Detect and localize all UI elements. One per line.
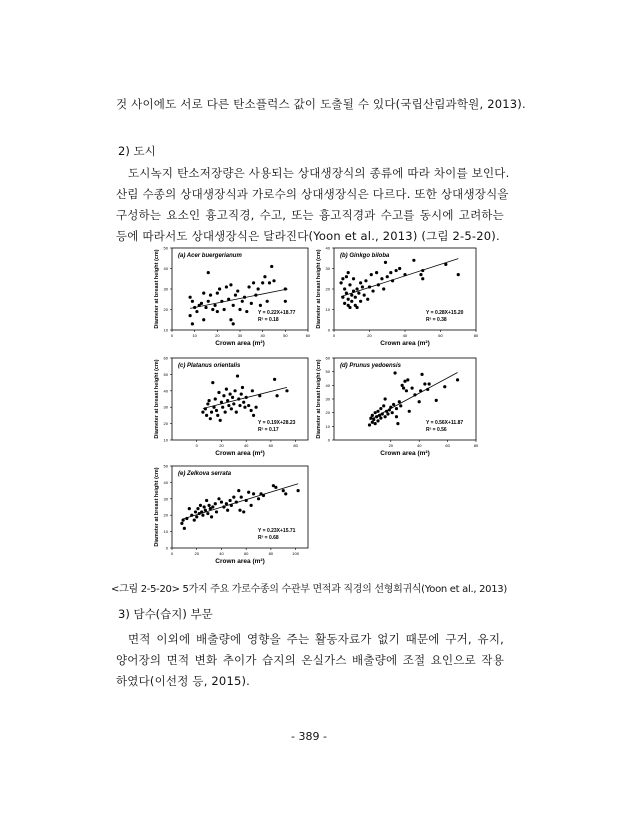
data-point xyxy=(235,411,238,414)
data-point xyxy=(251,389,254,392)
y-tick-label: 30 xyxy=(163,286,168,292)
data-point xyxy=(282,489,285,492)
regression-equation: Y = 0.23X+15.71 xyxy=(258,528,296,534)
data-point xyxy=(421,277,424,280)
y-axis-label: Diameter at breast height (cm) xyxy=(154,359,160,439)
data-point xyxy=(379,417,382,420)
data-point xyxy=(216,310,219,313)
regression-equation: Y = 0.28X+15.20 xyxy=(426,310,464,316)
data-point xyxy=(195,515,198,518)
data-point xyxy=(395,407,398,410)
data-point xyxy=(205,414,208,417)
data-point xyxy=(214,397,217,400)
data-point xyxy=(408,410,411,413)
x-tick-label: 30 xyxy=(237,333,243,338)
data-point xyxy=(398,267,401,270)
data-point xyxy=(423,382,426,385)
data-point xyxy=(350,300,353,303)
data-point xyxy=(196,507,199,510)
data-point xyxy=(411,386,414,389)
data-point xyxy=(232,322,235,325)
y-axis-label: Diameter at breast height (cm) xyxy=(154,467,160,547)
x-tick-label: 0 xyxy=(170,551,174,556)
regression-equation: Y = 0.22X+18.77 xyxy=(258,310,296,316)
x-tick-label: 50 xyxy=(283,333,288,338)
data-point xyxy=(240,496,243,499)
x-tick-label: 0 xyxy=(195,443,198,448)
data-point xyxy=(223,308,226,311)
data-point xyxy=(252,281,255,284)
data-point xyxy=(211,505,214,508)
data-point xyxy=(393,371,396,374)
plot-frame xyxy=(172,248,308,330)
panel-title: (d) Prunus yedoensis xyxy=(340,363,402,369)
data-point xyxy=(211,381,214,384)
y-tick-label: 40 xyxy=(325,382,330,388)
y-tick-label: 60 xyxy=(325,355,330,361)
y-tick-label: 0 xyxy=(165,545,168,551)
data-point xyxy=(216,414,219,417)
data-point xyxy=(189,296,192,299)
data-point xyxy=(242,401,245,404)
data-point xyxy=(233,389,236,392)
plot-frame xyxy=(172,466,308,548)
y-tick-label: 20 xyxy=(163,421,168,427)
section-heading-urban: 2) 도시 xyxy=(118,144,156,158)
data-point xyxy=(240,392,243,395)
data-point xyxy=(428,382,431,385)
data-point xyxy=(259,304,262,307)
data-point xyxy=(350,294,353,297)
data-point xyxy=(201,514,204,517)
data-point xyxy=(224,411,227,414)
paragraph-line: 하였다(이선정 등, 2015). xyxy=(116,674,251,688)
data-point xyxy=(359,300,362,303)
paragraph-line: 도시녹지 탄소저장량은 사용되는 상대생장식의 종류에 따라 차이를 보인다. xyxy=(128,166,510,180)
data-point xyxy=(189,314,192,317)
data-point xyxy=(204,306,207,309)
data-point xyxy=(236,289,239,292)
data-point xyxy=(371,421,374,424)
data-point xyxy=(384,261,387,264)
data-point xyxy=(405,389,408,392)
y-tick-label: 10 xyxy=(163,529,168,535)
data-point xyxy=(347,298,350,301)
data-point xyxy=(374,422,377,425)
data-point xyxy=(261,281,264,284)
y-tick-label: 30 xyxy=(163,404,168,410)
y-tick-label: 20 xyxy=(325,286,330,292)
paragraph-line: 등에 따라서도 상대생장식은 달라진다(Yoon et al., 2013) (그림 2-5-20). xyxy=(116,229,500,243)
x-tick-label: 80 xyxy=(473,333,479,338)
data-point xyxy=(207,399,210,402)
data-point xyxy=(229,499,232,502)
data-point xyxy=(357,292,360,295)
x-tick-label: 20 xyxy=(219,443,224,448)
y-tick-label: 20 xyxy=(325,410,330,416)
data-point xyxy=(206,402,209,405)
data-point xyxy=(252,414,255,417)
data-point xyxy=(403,380,406,383)
y-tick-label: 10 xyxy=(163,327,168,333)
panel-title: (c) Platanus orientalis xyxy=(178,363,241,369)
regression-line xyxy=(182,484,298,519)
data-point xyxy=(217,497,220,500)
data-point xyxy=(343,302,346,305)
data-point xyxy=(266,300,269,303)
r-squared: R² = 0.56 xyxy=(426,427,447,433)
y-tick-label: 30 xyxy=(163,496,168,502)
data-point xyxy=(340,281,343,284)
x-tick-label: 60 xyxy=(268,443,274,448)
data-point xyxy=(361,285,364,288)
y-tick-label: 40 xyxy=(163,479,168,485)
data-point xyxy=(201,411,204,414)
r-squared: R² = 0.17 xyxy=(258,427,279,433)
data-point xyxy=(191,322,194,325)
x-tick-label: 40 xyxy=(260,333,265,338)
data-point xyxy=(359,281,362,284)
data-point xyxy=(210,411,213,414)
data-point xyxy=(216,292,219,295)
data-point xyxy=(348,306,351,309)
data-point xyxy=(234,294,237,297)
data-point xyxy=(386,275,389,278)
data-point xyxy=(217,391,220,394)
y-tick-label: 10 xyxy=(163,437,168,443)
data-point xyxy=(232,496,235,499)
y-tick-label: 50 xyxy=(163,371,168,377)
r-squared: R² = 0.18 xyxy=(258,317,279,323)
data-point xyxy=(245,310,248,313)
x-tick-label: 100 xyxy=(292,551,299,556)
data-point xyxy=(250,409,253,412)
x-axis-label: Crown area (m²) xyxy=(380,340,430,347)
regression-line xyxy=(370,373,458,420)
data-point xyxy=(376,419,379,422)
r-squared: R² = 0.68 xyxy=(258,535,279,541)
y-tick-label: 10 xyxy=(325,307,330,312)
data-point xyxy=(363,294,366,297)
data-point xyxy=(252,492,255,495)
data-point xyxy=(389,271,392,274)
data-point xyxy=(257,287,260,290)
y-tick-label: 50 xyxy=(163,463,168,469)
data-point xyxy=(238,509,241,512)
y-tick-label: 60 xyxy=(163,355,168,361)
data-point xyxy=(218,287,221,290)
data-point xyxy=(241,300,244,303)
x-axis-label: Crown area (m²) xyxy=(215,450,265,457)
data-point xyxy=(457,273,460,276)
data-point xyxy=(268,281,271,284)
data-point xyxy=(215,510,218,513)
data-point xyxy=(382,287,385,290)
data-point xyxy=(401,384,404,387)
data-point xyxy=(194,510,197,513)
figure-caption: <그림 2-5-20> 5가지 주요 가로수종의 수관부 면적과 직경의 선형회귀식(Yoon et al., 2013) xyxy=(111,584,507,595)
data-point xyxy=(231,396,234,399)
data-point xyxy=(209,417,212,420)
data-point xyxy=(364,279,367,282)
data-point xyxy=(347,271,350,274)
y-tick-label: 30 xyxy=(325,266,330,271)
x-tick-label: 0 xyxy=(170,333,174,338)
y-tick-label: 30 xyxy=(325,396,330,402)
x-axis-label: Crown area (m²) xyxy=(215,340,265,347)
data-point xyxy=(180,522,183,525)
data-point xyxy=(238,308,241,311)
data-point xyxy=(222,394,225,397)
paragraph-line: 산림 수종의 상대생장식과 가로수의 상대생장식은 다르다. 또한 상대생장식을 xyxy=(116,187,509,201)
x-tick-label: 20 xyxy=(194,551,199,556)
data-point xyxy=(395,269,398,272)
paragraph-line: 양어장의 면적 변화 추이가 습지의 온실가스 배출량에 조절 요인으로 작용 xyxy=(116,653,504,667)
data-point xyxy=(193,519,196,522)
data-point xyxy=(226,509,229,512)
data-point xyxy=(435,399,438,402)
data-point xyxy=(354,296,357,299)
data-point xyxy=(418,400,421,403)
data-point xyxy=(220,500,223,503)
y-axis-label: Diameter at breast height (cm) xyxy=(154,249,160,329)
y-tick-label: 20 xyxy=(163,512,168,518)
data-point xyxy=(232,402,235,405)
data-point xyxy=(207,300,210,303)
regression-equation: Y = 0.56X+11.87 xyxy=(426,420,464,426)
top-text-line: 것 사이에도 서로 다른 탄소플럭스 값이 도출될 수 있다(국립산림과학원, 2013). xyxy=(116,97,526,111)
y-tick-label: 40 xyxy=(163,266,168,271)
x-tick-label: 80 xyxy=(473,443,479,448)
data-point xyxy=(254,406,257,409)
data-point xyxy=(370,273,373,276)
data-point xyxy=(443,385,446,388)
x-tick-label: 40 xyxy=(243,443,249,448)
paragraph-line: 면적 이외에 배출량에 영향을 주는 활동자료가 없기 때문에 구거, 유지, xyxy=(128,632,504,646)
x-tick-label: 60 xyxy=(445,443,450,448)
y-tick-label: 40 xyxy=(163,388,168,394)
x-axis-label: Crown area (m²) xyxy=(215,558,265,565)
data-point xyxy=(412,259,415,262)
y-tick-label: 50 xyxy=(325,369,330,375)
data-point xyxy=(374,411,377,414)
data-point xyxy=(191,300,194,303)
data-point xyxy=(236,374,239,377)
data-point xyxy=(203,505,206,508)
data-point xyxy=(221,406,224,409)
x-tick-label: 60 xyxy=(243,551,249,556)
panel-title: (e) Zelkova serrata xyxy=(178,471,232,477)
data-point xyxy=(207,504,210,507)
data-point xyxy=(229,283,232,286)
data-point xyxy=(399,404,402,407)
r-squared: R² = 0.38 xyxy=(426,317,447,323)
data-point xyxy=(214,502,217,505)
x-tick-label: 80 xyxy=(268,551,274,556)
x-tick-label: 40 xyxy=(219,551,224,556)
x-tick-label: 80 xyxy=(293,443,298,448)
data-point xyxy=(250,302,253,305)
y-tick-label: 0 xyxy=(327,437,330,443)
data-point xyxy=(215,409,218,412)
data-point xyxy=(275,394,278,397)
data-point xyxy=(270,265,273,268)
data-point xyxy=(238,404,241,407)
data-point xyxy=(419,273,422,276)
data-point xyxy=(406,378,409,381)
data-point xyxy=(213,304,216,307)
data-point xyxy=(273,378,276,381)
data-point xyxy=(366,298,369,301)
data-point xyxy=(285,389,288,392)
panel-title: (b) Ginkgo biloba xyxy=(340,253,390,259)
data-point xyxy=(395,415,398,418)
panel-title: (a) Acer buergerianum xyxy=(178,253,242,259)
x-tick-label: 60 xyxy=(305,333,311,338)
data-point xyxy=(284,492,287,495)
data-point xyxy=(343,287,346,290)
data-point xyxy=(250,504,253,507)
data-point xyxy=(379,407,382,410)
data-point xyxy=(206,512,209,515)
data-point xyxy=(225,502,228,505)
x-tick-label: 20 xyxy=(215,333,220,338)
x-tick-label: 20 xyxy=(367,333,372,338)
data-point xyxy=(247,404,250,407)
data-point xyxy=(297,489,300,492)
data-point xyxy=(263,275,266,278)
data-point xyxy=(202,292,205,295)
data-point xyxy=(257,497,260,500)
plot-frame xyxy=(334,248,476,330)
data-point xyxy=(341,277,344,280)
data-point xyxy=(211,308,214,311)
data-point xyxy=(386,412,389,415)
data-point xyxy=(237,489,240,492)
data-point xyxy=(188,507,191,510)
y-axis-label: Diameter at breast height (cm) xyxy=(316,359,322,439)
data-point xyxy=(375,271,378,274)
data-point xyxy=(202,318,205,321)
data-point xyxy=(242,510,245,513)
data-point xyxy=(402,386,405,389)
x-tick-label: 40 xyxy=(402,333,408,338)
x-tick-label: 10 xyxy=(192,333,197,338)
data-point xyxy=(392,403,395,406)
y-tick-label: 0 xyxy=(327,327,330,333)
data-point xyxy=(183,527,186,530)
data-point xyxy=(200,302,203,305)
data-point xyxy=(352,277,355,280)
data-point xyxy=(219,419,222,422)
y-axis-label: Diameter at breast height (cm) xyxy=(316,249,322,329)
data-point xyxy=(247,491,250,494)
data-point xyxy=(391,411,394,414)
data-point xyxy=(274,486,277,489)
data-point xyxy=(380,277,383,280)
x-tick-label: 0 xyxy=(332,333,336,338)
page-number: - 389 - xyxy=(291,730,327,743)
data-point xyxy=(272,279,275,282)
paragraph-line: 구성하는 요소인 흉고직경, 수고, 또는 흉고직경과 수고를 동시에 고려하는 xyxy=(116,208,504,222)
data-point xyxy=(210,515,213,518)
section-heading-wetland: 3) 담수(습지) 부문 xyxy=(118,607,213,621)
data-point xyxy=(368,423,371,426)
data-point xyxy=(348,283,351,286)
data-point xyxy=(229,392,232,395)
data-point xyxy=(225,285,228,288)
data-point xyxy=(396,422,399,425)
data-point xyxy=(355,287,358,290)
plot-frame xyxy=(334,358,476,440)
x-axis-label: Crown area (m²) xyxy=(380,450,430,457)
data-point xyxy=(345,275,348,278)
data-point xyxy=(207,271,210,274)
data-point xyxy=(243,406,246,409)
data-point xyxy=(384,397,387,400)
y-tick-label: 40 xyxy=(325,245,330,251)
data-point xyxy=(384,415,387,418)
data-point xyxy=(205,499,208,502)
data-point xyxy=(227,404,230,407)
data-point xyxy=(456,378,459,381)
data-point xyxy=(371,289,374,292)
data-point xyxy=(199,504,202,507)
data-point xyxy=(371,414,374,417)
y-tick-label: 20 xyxy=(163,307,168,312)
regression-equation: Y = 0.19X+28.23 xyxy=(258,420,296,426)
data-point xyxy=(225,388,228,391)
x-tick-label: 60 xyxy=(438,333,443,338)
data-point xyxy=(209,294,212,297)
x-tick-label: 40 xyxy=(416,443,422,448)
data-point xyxy=(376,410,379,413)
x-tick-label: 20 xyxy=(388,443,394,448)
data-point xyxy=(232,304,235,307)
y-tick-label: 50 xyxy=(163,245,168,251)
data-point xyxy=(355,306,358,309)
data-point xyxy=(230,407,233,410)
data-point xyxy=(247,285,250,288)
data-point xyxy=(382,404,385,407)
data-point xyxy=(195,310,198,313)
y-tick-label: 10 xyxy=(325,423,330,429)
data-point xyxy=(284,300,287,303)
data-point xyxy=(420,373,423,376)
data-point xyxy=(241,386,244,389)
regression-line xyxy=(341,259,458,297)
data-point xyxy=(229,318,232,321)
